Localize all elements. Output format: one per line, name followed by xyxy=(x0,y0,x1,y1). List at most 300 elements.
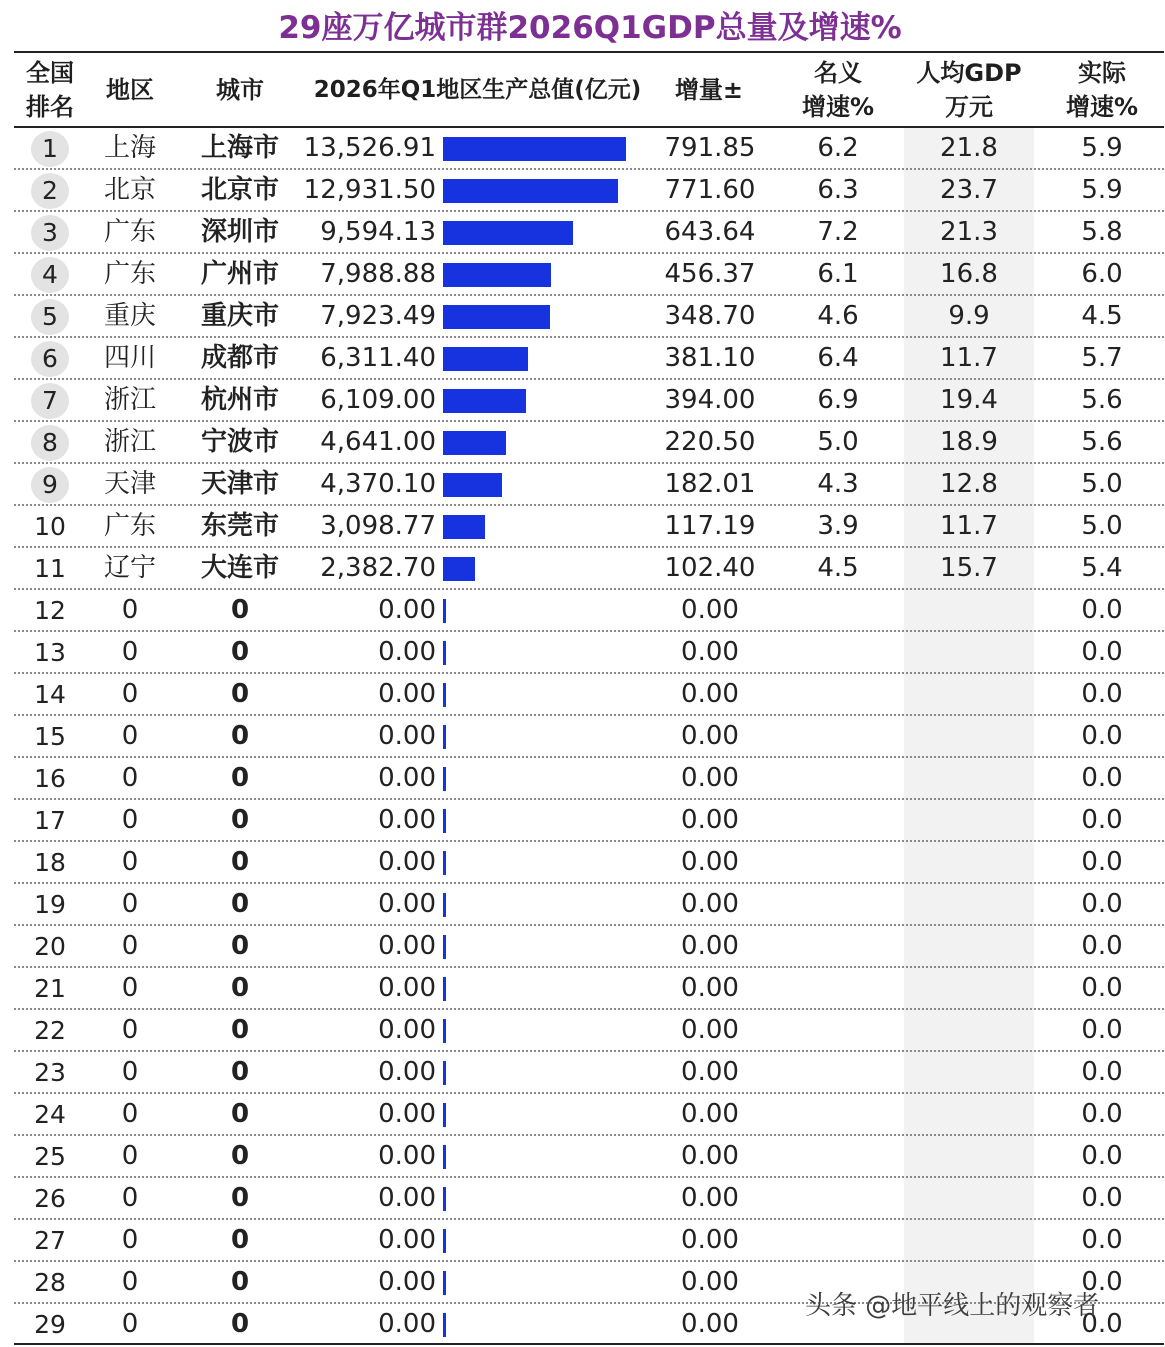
increase-value: 0.00 xyxy=(681,847,739,877)
region-cell: 0 xyxy=(121,889,139,919)
nominal-growth-value xyxy=(778,1136,898,1177)
city-cell: 0 xyxy=(230,805,250,835)
region-cell: 重庆 xyxy=(103,301,156,331)
nominal-growth-value: 6.1 xyxy=(817,259,859,289)
header-region xyxy=(86,56,174,124)
rank-cell xyxy=(14,212,86,253)
real-growth-value: 0.0 xyxy=(1081,847,1123,877)
top-rule xyxy=(14,51,1164,53)
rank-cell xyxy=(14,128,86,169)
increase-value: 0.00 xyxy=(681,1225,739,1255)
real-growth-value: 6.0 xyxy=(1081,259,1123,289)
nominal-growth-value xyxy=(778,632,898,673)
real-growth-value: 0.0 xyxy=(1081,1099,1123,1129)
region-cell: 0 xyxy=(121,1183,139,1213)
real-growth-value: 0.0 xyxy=(1081,931,1123,961)
table-row xyxy=(0,926,1165,968)
gdp-bar xyxy=(443,1145,446,1169)
header-nominal-line1: 名义 xyxy=(814,59,862,87)
rank-badge: 6 xyxy=(31,341,69,377)
real-growth-value: 0.0 xyxy=(1081,679,1123,709)
table-row xyxy=(0,422,1165,464)
table-row xyxy=(0,506,1165,548)
gdp-bar xyxy=(443,851,446,875)
increase-value: 771.60 xyxy=(664,175,756,205)
region-cell: 0 xyxy=(121,679,139,709)
city-cell: 0 xyxy=(230,1099,250,1129)
gdp-value: 6,311.40 xyxy=(320,343,436,373)
rank-badge: 3 xyxy=(31,215,69,251)
rank-cell xyxy=(14,464,86,505)
real-growth-value: 0.0 xyxy=(1081,1015,1123,1045)
city-cell: 0 xyxy=(230,1057,250,1087)
gdp-bar xyxy=(443,557,475,581)
increase-value: 0.00 xyxy=(681,679,739,709)
table-row xyxy=(0,128,1165,170)
city-cell: 0 xyxy=(230,1141,250,1171)
gdp-value: 0.00 xyxy=(378,1267,436,1297)
region-cell: 上海 xyxy=(103,133,156,163)
gdp-bar xyxy=(443,347,528,371)
rank-cell: 28 xyxy=(34,1268,66,1297)
gdp-bar xyxy=(443,389,526,413)
table-row xyxy=(0,884,1165,926)
nominal-growth-value: 6.3 xyxy=(817,175,859,205)
gdp-value: 4,370.10 xyxy=(320,469,436,499)
header-rank-line1: 全国 xyxy=(26,59,74,87)
per-capita-gdp-value xyxy=(904,674,1034,715)
region-cell: 0 xyxy=(121,721,139,751)
per-capita-gdp-value: 19.4 xyxy=(940,385,998,415)
table-row xyxy=(0,296,1165,338)
real-growth-value: 5.8 xyxy=(1081,217,1123,247)
rank-badge: 8 xyxy=(31,425,69,461)
per-capita-gdp-value xyxy=(904,884,1034,925)
rank-cell xyxy=(14,338,86,379)
rank-cell: 22 xyxy=(34,1016,66,1045)
rank-cell: 27 xyxy=(34,1226,66,1255)
region-cell: 广东 xyxy=(103,259,156,289)
per-capita-gdp-value xyxy=(904,842,1034,883)
real-growth-value: 0.0 xyxy=(1081,763,1123,793)
nominal-growth-value: 5.0 xyxy=(817,427,859,457)
header-increase xyxy=(652,56,766,124)
region-cell: 0 xyxy=(121,763,139,793)
per-capita-gdp-value: 15.7 xyxy=(940,553,998,583)
real-growth-value: 0.0 xyxy=(1081,1267,1123,1297)
increase-value: 0.00 xyxy=(681,595,739,625)
city-cell: 0 xyxy=(230,1015,250,1045)
per-capita-gdp-value: 18.9 xyxy=(940,427,998,457)
rank-cell: 10 xyxy=(34,512,66,541)
header-gdp-label: 2026年Q1地区生产总值(亿元) xyxy=(313,77,642,103)
real-growth-value: 5.0 xyxy=(1081,511,1123,541)
table-row xyxy=(0,842,1165,884)
rank-badge: 5 xyxy=(31,299,69,335)
nominal-growth-value xyxy=(778,1052,898,1093)
nominal-growth-value xyxy=(778,758,898,799)
gdp-bar xyxy=(443,137,626,161)
gdp-value: 0.00 xyxy=(378,595,436,625)
increase-value: 791.85 xyxy=(664,133,756,163)
rank-cell: 17 xyxy=(34,806,66,835)
rank-cell: 16 xyxy=(34,764,66,793)
region-cell: 0 xyxy=(121,931,139,961)
real-growth-value: 0.0 xyxy=(1081,1309,1123,1339)
per-capita-gdp-value: 23.7 xyxy=(940,175,998,205)
city-cell: 0 xyxy=(230,721,250,751)
real-growth-value: 5.9 xyxy=(1081,133,1123,163)
per-capita-gdp-value xyxy=(904,632,1034,673)
gdp-bar xyxy=(443,431,506,455)
rank-cell: 29 xyxy=(34,1310,66,1339)
city-cell: 宁波市 xyxy=(200,427,279,457)
region-cell: 0 xyxy=(121,1309,139,1339)
gdp-value: 7,988.88 xyxy=(320,259,436,289)
city-cell: 成都市 xyxy=(200,343,279,373)
per-capita-gdp-value: 12.8 xyxy=(940,469,998,499)
gdp-bar xyxy=(443,809,446,833)
real-growth-value: 0.0 xyxy=(1081,637,1123,667)
real-growth-value: 5.6 xyxy=(1081,385,1123,415)
gdp-value: 0.00 xyxy=(378,1183,436,1213)
gdp-bar xyxy=(443,641,446,665)
header-rank-line2: 排名 xyxy=(26,93,74,121)
table-row xyxy=(0,1094,1165,1136)
real-growth-value: 4.5 xyxy=(1081,301,1123,331)
table-row xyxy=(0,800,1165,842)
increase-value: 0.00 xyxy=(681,1057,739,1087)
gdp-bar xyxy=(443,179,618,203)
rank-badge: 1 xyxy=(31,131,69,167)
region-cell: 广东 xyxy=(103,217,156,247)
gdp-value: 0.00 xyxy=(378,847,436,877)
increase-value: 348.70 xyxy=(664,301,756,331)
region-cell: 0 xyxy=(121,847,139,877)
rank-cell: 21 xyxy=(34,974,66,1003)
gdp-value: 0.00 xyxy=(378,805,436,835)
table-body xyxy=(0,128,1165,1346)
gdp-value: 3,098.77 xyxy=(320,511,436,541)
gdp-value: 0.00 xyxy=(378,973,436,1003)
increase-value: 0.00 xyxy=(681,1267,739,1297)
nominal-growth-value xyxy=(778,800,898,841)
region-cell: 0 xyxy=(121,1057,139,1087)
city-cell: 0 xyxy=(230,1267,250,1297)
real-growth-value: 5.9 xyxy=(1081,175,1123,205)
city-cell: 0 xyxy=(230,679,250,709)
gdp-value: 0.00 xyxy=(378,763,436,793)
city-cell: 0 xyxy=(230,1225,250,1255)
increase-value: 0.00 xyxy=(681,763,739,793)
increase-value: 0.00 xyxy=(681,973,739,1003)
per-capita-gdp-value: 16.8 xyxy=(940,259,998,289)
gdp-bar xyxy=(443,683,446,707)
nominal-growth-value xyxy=(778,716,898,757)
table-row xyxy=(0,632,1165,674)
increase-value: 0.00 xyxy=(681,1015,739,1045)
city-cell: 东莞市 xyxy=(200,511,279,541)
nominal-growth-value xyxy=(778,674,898,715)
watermark: 头条 @地平线上的观察者 xyxy=(805,1291,1100,1321)
per-capita-gdp-value xyxy=(904,716,1034,757)
city-cell: 0 xyxy=(230,637,250,667)
gdp-bar xyxy=(443,725,446,749)
per-capita-gdp-value xyxy=(904,1052,1034,1093)
city-cell: 0 xyxy=(230,1309,250,1339)
gdp-bar xyxy=(443,1313,446,1337)
rank-cell: 12 xyxy=(34,596,66,625)
per-capita-gdp-value: 21.3 xyxy=(940,217,998,247)
header-real xyxy=(1040,56,1164,124)
gdp-bar xyxy=(443,893,446,917)
increase-value: 456.37 xyxy=(664,259,756,289)
gdp-value: 0.00 xyxy=(378,889,436,919)
city-cell: 0 xyxy=(230,889,250,919)
nominal-growth-value xyxy=(778,968,898,1009)
region-cell: 0 xyxy=(121,1141,139,1171)
real-growth-value: 0.0 xyxy=(1081,889,1123,919)
table-row xyxy=(0,464,1165,506)
rank-cell: 24 xyxy=(34,1100,66,1129)
chart-title: 29座万亿城市群2026Q1GDP总量及增速% xyxy=(278,10,902,46)
gdp-value: 0.00 xyxy=(378,721,436,751)
city-cell: 0 xyxy=(230,595,250,625)
per-capita-gdp-value: 9.9 xyxy=(948,301,990,331)
gdp-value: 0.00 xyxy=(378,1099,436,1129)
table-row xyxy=(0,212,1165,254)
city-cell: 0 xyxy=(230,931,250,961)
nominal-growth-value xyxy=(778,884,898,925)
header-per-capita-line1: 人均GDP xyxy=(916,59,1022,87)
gdp-value: 9,594.13 xyxy=(320,217,436,247)
nominal-growth-value xyxy=(778,590,898,631)
real-growth-value: 0.0 xyxy=(1081,1225,1123,1255)
header-city xyxy=(190,56,290,124)
nominal-growth-value: 7.2 xyxy=(817,217,859,247)
table-row xyxy=(0,758,1165,800)
table-row xyxy=(0,254,1165,296)
increase-value: 394.00 xyxy=(664,385,756,415)
rank-cell xyxy=(14,296,86,337)
city-cell: 0 xyxy=(230,1183,250,1213)
increase-value: 0.00 xyxy=(681,637,739,667)
nominal-growth-value: 4.5 xyxy=(817,553,859,583)
gdp-bar xyxy=(443,977,446,1001)
per-capita-gdp-value xyxy=(904,926,1034,967)
real-growth-value: 0.0 xyxy=(1081,1057,1123,1087)
region-cell: 0 xyxy=(121,595,139,625)
gdp-bar xyxy=(443,1271,446,1295)
rank-cell: 18 xyxy=(34,848,66,877)
per-capita-gdp-value xyxy=(904,968,1034,1009)
nominal-growth-value xyxy=(778,842,898,883)
rank-badge: 2 xyxy=(31,173,69,209)
real-growth-value: 5.4 xyxy=(1081,553,1123,583)
region-cell: 0 xyxy=(121,1015,139,1045)
gdp-bar xyxy=(443,473,502,497)
rank-badge: 4 xyxy=(31,257,69,293)
table-row xyxy=(0,1220,1165,1262)
region-cell: 0 xyxy=(121,973,139,1003)
nominal-growth-value xyxy=(778,1220,898,1261)
table-row xyxy=(0,548,1165,590)
increase-value: 0.00 xyxy=(681,889,739,919)
gdp-value: 6,109.00 xyxy=(320,385,436,415)
nominal-growth-value xyxy=(778,926,898,967)
header-rank xyxy=(14,56,86,124)
rank-cell: 25 xyxy=(34,1142,66,1171)
per-capita-gdp-value xyxy=(904,590,1034,631)
per-capita-gdp-value xyxy=(904,1010,1034,1051)
header-increase-label: 增量± xyxy=(674,76,744,104)
per-capita-gdp-value: 21.8 xyxy=(940,133,998,163)
real-growth-value: 0.0 xyxy=(1081,805,1123,835)
increase-value: 117.19 xyxy=(664,511,756,541)
nominal-growth-value: 6.2 xyxy=(817,133,859,163)
per-capita-gdp-value xyxy=(904,800,1034,841)
gdp-bar xyxy=(443,1229,446,1253)
rank-cell: 23 xyxy=(34,1058,66,1087)
gdp-bar xyxy=(443,305,550,329)
region-cell: 0 xyxy=(121,1099,139,1129)
table-row xyxy=(0,338,1165,380)
region-cell: 天津 xyxy=(103,469,156,499)
nominal-growth-value: 3.9 xyxy=(817,511,859,541)
table-row xyxy=(0,1052,1165,1094)
gdp-value: 7,923.49 xyxy=(320,301,436,331)
rank-cell xyxy=(14,170,86,211)
real-growth-value: 5.0 xyxy=(1081,469,1123,499)
gdp-bar xyxy=(443,1187,446,1211)
increase-value: 0.00 xyxy=(681,931,739,961)
city-cell: 上海市 xyxy=(200,133,279,163)
nominal-growth-value: 6.4 xyxy=(817,343,859,373)
gdp-bar xyxy=(443,263,551,287)
rank-badge: 9 xyxy=(31,467,69,503)
city-cell: 0 xyxy=(230,763,250,793)
rank-cell: 14 xyxy=(34,680,66,709)
increase-value: 182.01 xyxy=(664,469,756,499)
header-gdp xyxy=(300,56,655,124)
gdp-bar xyxy=(443,1103,446,1127)
per-capita-gdp-value xyxy=(904,758,1034,799)
nominal-growth-value: 4.3 xyxy=(817,469,859,499)
gdp-value: 0.00 xyxy=(378,1015,436,1045)
header-city-label: 城市 xyxy=(216,76,264,104)
header-real-line2: 增速% xyxy=(1065,93,1139,121)
gdp-value: 0.00 xyxy=(378,931,436,961)
gdp-bar xyxy=(443,767,446,791)
nominal-growth-value: 6.9 xyxy=(817,385,859,415)
increase-value: 643.64 xyxy=(664,217,756,247)
nominal-growth-value: 4.6 xyxy=(817,301,859,331)
region-cell: 北京 xyxy=(103,175,156,205)
rank-cell: 13 xyxy=(34,638,66,667)
gdp-value: 0.00 xyxy=(378,1057,436,1087)
gdp-value: 0.00 xyxy=(378,1141,436,1171)
increase-value: 0.00 xyxy=(681,1141,739,1171)
city-cell: 深圳市 xyxy=(200,217,279,247)
increase-value: 102.40 xyxy=(664,553,756,583)
gdp-bar xyxy=(443,1061,446,1085)
gdp-value: 12,931.50 xyxy=(303,175,436,205)
gdp-value: 2,382.70 xyxy=(320,553,436,583)
region-cell: 0 xyxy=(121,1225,139,1255)
region-cell: 辽宁 xyxy=(103,553,156,583)
real-growth-value: 5.6 xyxy=(1081,427,1123,457)
per-capita-gdp-value: 11.7 xyxy=(940,511,998,541)
table-row xyxy=(0,968,1165,1010)
city-cell: 广州市 xyxy=(200,259,279,289)
header-region-label: 地区 xyxy=(106,76,154,104)
increase-value: 381.10 xyxy=(664,343,756,373)
real-growth-value: 0.0 xyxy=(1081,721,1123,751)
per-capita-gdp-value xyxy=(904,1136,1034,1177)
real-growth-value: 0.0 xyxy=(1081,973,1123,1003)
rank-cell: 20 xyxy=(34,932,66,961)
gdp-bar xyxy=(443,221,573,245)
gdp-value: 0.00 xyxy=(378,1309,436,1339)
header-per-capita xyxy=(904,56,1034,124)
increase-value: 220.50 xyxy=(664,427,756,457)
per-capita-gdp-value xyxy=(904,1220,1034,1261)
table-row xyxy=(0,1136,1165,1178)
region-cell: 广东 xyxy=(103,511,156,541)
increase-value: 0.00 xyxy=(681,721,739,751)
region-cell: 0 xyxy=(121,805,139,835)
header-real-line1: 实际 xyxy=(1078,59,1126,87)
region-cell: 浙江 xyxy=(103,385,156,415)
bottom-rule xyxy=(14,1343,1164,1345)
table-row xyxy=(0,716,1165,758)
rank-badge: 7 xyxy=(31,383,69,419)
header-nominal-line2: 增速% xyxy=(801,93,875,121)
gdp-value: 13,526.91 xyxy=(303,133,436,163)
rank-cell: 11 xyxy=(34,554,66,583)
rank-cell xyxy=(14,422,86,463)
city-cell: 北京市 xyxy=(200,175,279,205)
nominal-growth-value xyxy=(778,1094,898,1135)
gdp-bar xyxy=(443,935,446,959)
table-row xyxy=(0,1178,1165,1220)
real-growth-value: 0.0 xyxy=(1081,1141,1123,1171)
per-capita-gdp-value xyxy=(904,1178,1034,1219)
gdp-value: 0.00 xyxy=(378,637,436,667)
header-per-capita-line2: 万元 xyxy=(945,93,993,121)
rank-cell xyxy=(14,380,86,421)
region-cell: 0 xyxy=(121,1267,139,1297)
per-capita-gdp-value xyxy=(904,1094,1034,1135)
rank-cell: 26 xyxy=(34,1184,66,1213)
table-row xyxy=(0,380,1165,422)
nominal-growth-value xyxy=(778,1178,898,1219)
rank-cell: 19 xyxy=(34,890,66,919)
city-cell: 天津市 xyxy=(200,469,279,499)
gdp-value: 4,641.00 xyxy=(320,427,436,457)
city-cell: 杭州市 xyxy=(200,385,279,415)
gdp-value: 0.00 xyxy=(378,679,436,709)
region-cell: 浙江 xyxy=(103,427,156,457)
region-cell: 四川 xyxy=(103,343,156,373)
gdp-value: 0.00 xyxy=(378,1225,436,1255)
header-nominal xyxy=(778,56,898,124)
table-row xyxy=(0,590,1165,632)
nominal-growth-value xyxy=(778,1010,898,1051)
real-growth-value: 0.0 xyxy=(1081,595,1123,625)
rank-cell: 15 xyxy=(34,722,66,751)
city-cell: 0 xyxy=(230,847,250,877)
